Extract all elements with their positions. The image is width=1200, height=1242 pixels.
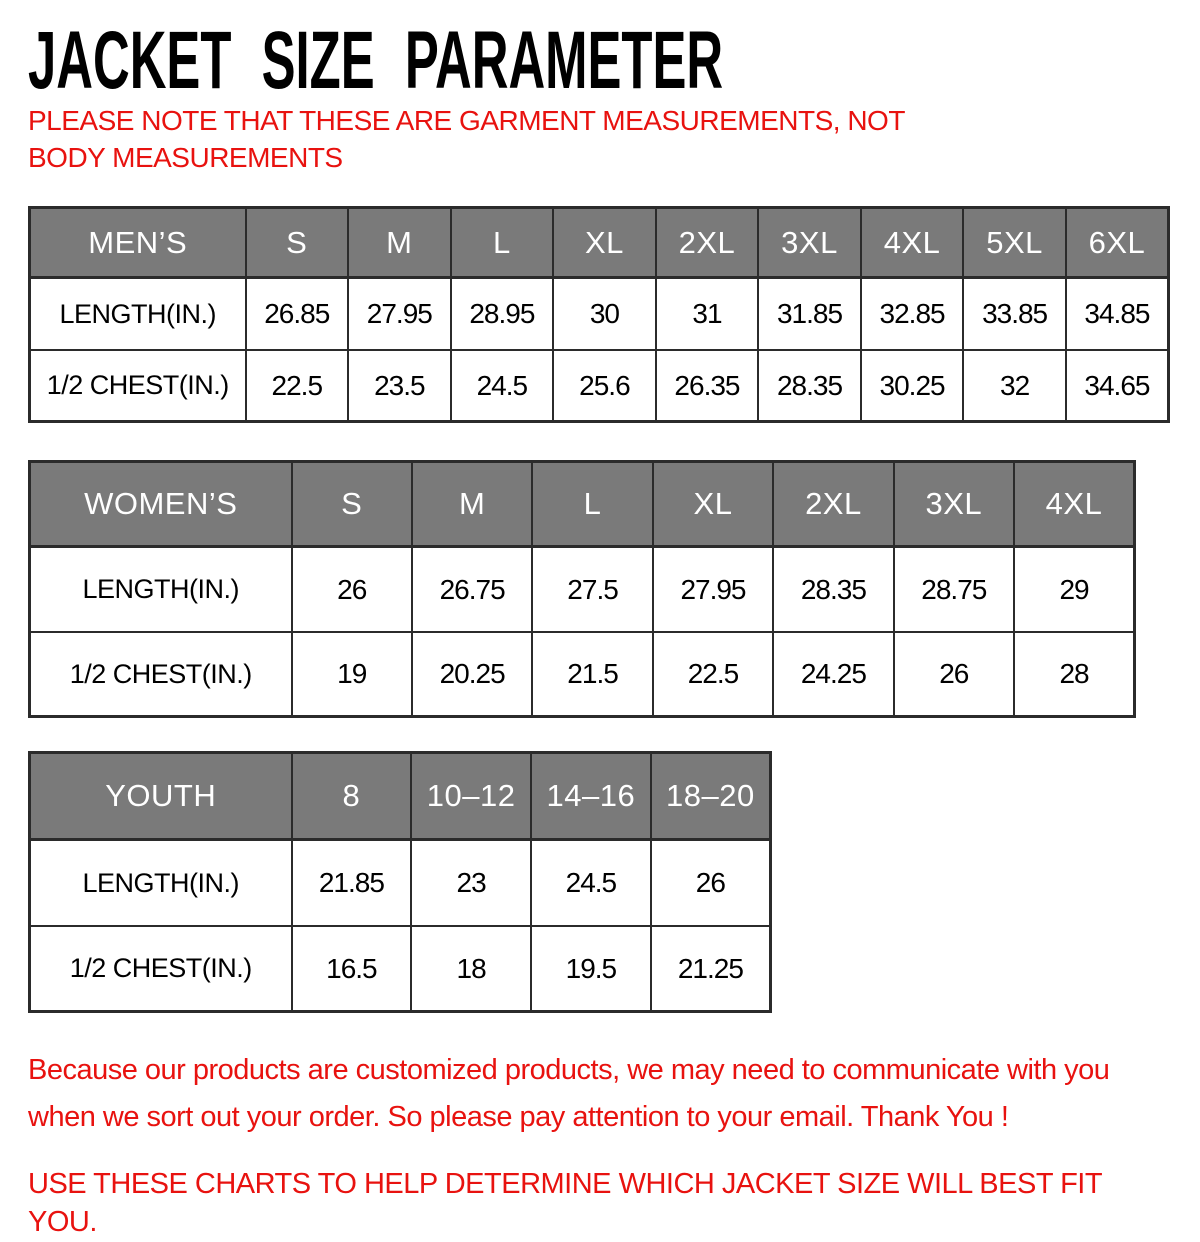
row-label: 1/2 CHEST(IN.)	[30, 926, 292, 1012]
value-cell: 22.5	[653, 632, 773, 717]
chart-usage-advice: USE THESE CHARTS TO HELP DETERMINE WHICH JACKET SIZE WILL BEST FIT YOU.	[28, 1168, 1102, 1238]
youth-size-14-16: 14–16	[531, 753, 651, 840]
value-cell: 18	[411, 926, 531, 1012]
womens-size-l: L	[532, 462, 652, 547]
youth-table-label: YOUTH	[30, 753, 292, 840]
value-cell: 27.95	[653, 547, 773, 632]
value-cell: 26.75	[412, 547, 532, 632]
value-cell: 24.25	[773, 632, 893, 717]
value-cell: 32.85	[861, 278, 964, 350]
value-cell: 34.85	[1066, 278, 1169, 350]
value-cell: 31.85	[758, 278, 861, 350]
mens-size-4xl: 4XL	[861, 208, 964, 278]
title-wrap	[28, 0, 1172, 106]
womens-size-2xl: 2XL	[773, 462, 893, 547]
value-cell: 27.95	[348, 278, 451, 350]
customization-notice: Because our products are customized products, we may need to communicate with you when we sort out your order. So please pay attention to your email. Thank You !	[28, 1054, 1110, 1133]
value-cell: 34.65	[1066, 350, 1169, 422]
value-cell: 20.25	[412, 632, 532, 717]
mens-header-row	[30, 208, 1169, 278]
womens-table-label: WOMEN’S	[30, 462, 292, 547]
garment-measurement-note: PLEASE NOTE THAT THESE ARE GARMENT MEASUREMENTS, NOT BODY MEASUREMENTS	[28, 105, 905, 174]
mens-size-l: L	[451, 208, 554, 278]
mens-size-s: S	[246, 208, 349, 278]
row-label: 1/2 CHEST(IN.)	[30, 632, 292, 717]
value-cell: 30.25	[861, 350, 964, 422]
value-cell: 26	[651, 840, 771, 926]
row-label: LENGTH(IN.)	[30, 547, 292, 632]
youth-size-table	[28, 751, 772, 1013]
womens-length-row	[30, 547, 1135, 632]
womens-size-table	[28, 460, 1136, 718]
youth-header-row	[30, 753, 771, 840]
value-cell: 31	[656, 278, 759, 350]
youth-length-row	[30, 840, 771, 926]
mens-size-2xl: 2XL	[656, 208, 759, 278]
mens-chest-row	[30, 350, 1169, 422]
value-cell: 26.35	[656, 350, 759, 422]
value-cell: 23.5	[348, 350, 451, 422]
value-cell: 26	[292, 547, 412, 632]
value-cell: 21.25	[651, 926, 771, 1012]
value-cell: 24.5	[451, 350, 554, 422]
mens-size-3xl: 3XL	[758, 208, 861, 278]
value-cell: 29	[1014, 547, 1134, 632]
value-cell: 28	[1014, 632, 1134, 717]
value-cell: 19	[292, 632, 412, 717]
youth-size-8: 8	[292, 753, 412, 840]
mens-size-m: M	[348, 208, 451, 278]
womens-header-row	[30, 462, 1135, 547]
value-cell: 28.35	[773, 547, 893, 632]
value-cell: 22.5	[246, 350, 349, 422]
row-label: 1/2 CHEST(IN.)	[30, 350, 246, 422]
value-cell: 16.5	[292, 926, 412, 1012]
value-cell: 28.75	[894, 547, 1014, 632]
value-cell: 26	[894, 632, 1014, 717]
value-cell: 24.5	[531, 840, 651, 926]
value-cell: 32	[963, 350, 1066, 422]
value-cell: 26.85	[246, 278, 349, 350]
youth-size-18-20: 18–20	[651, 753, 771, 840]
womens-size-3xl: 3XL	[894, 462, 1014, 547]
value-cell: 28.35	[758, 350, 861, 422]
youth-size-10-12: 10–12	[411, 753, 531, 840]
value-cell: 21.85	[292, 840, 412, 926]
mens-table-label: MEN’S	[30, 208, 246, 278]
value-cell: 21.5	[532, 632, 652, 717]
value-cell: 19.5	[531, 926, 651, 1012]
mens-size-xl: XL	[553, 208, 656, 278]
mens-size-5xl: 5XL	[963, 208, 1066, 278]
mens-size-table	[28, 206, 1170, 423]
value-cell: 27.5	[532, 547, 652, 632]
value-cell: 33.85	[963, 278, 1066, 350]
value-cell: 25.6	[553, 350, 656, 422]
mens-size-6xl: 6XL	[1066, 208, 1169, 278]
youth-chest-row	[30, 926, 771, 1012]
row-label: LENGTH(IN.)	[30, 840, 292, 926]
womens-size-xl: XL	[653, 462, 773, 547]
value-cell: 28.95	[451, 278, 554, 350]
page-title: JACKET SIZE PARAMETER	[28, 15, 724, 106]
value-cell: 23	[411, 840, 531, 926]
womens-size-s: S	[292, 462, 412, 547]
womens-size-m: M	[412, 462, 532, 547]
mens-length-row	[30, 278, 1169, 350]
womens-size-4xl: 4XL	[1014, 462, 1134, 547]
row-label: LENGTH(IN.)	[30, 278, 246, 350]
womens-chest-row	[30, 632, 1135, 717]
value-cell: 30	[553, 278, 656, 350]
